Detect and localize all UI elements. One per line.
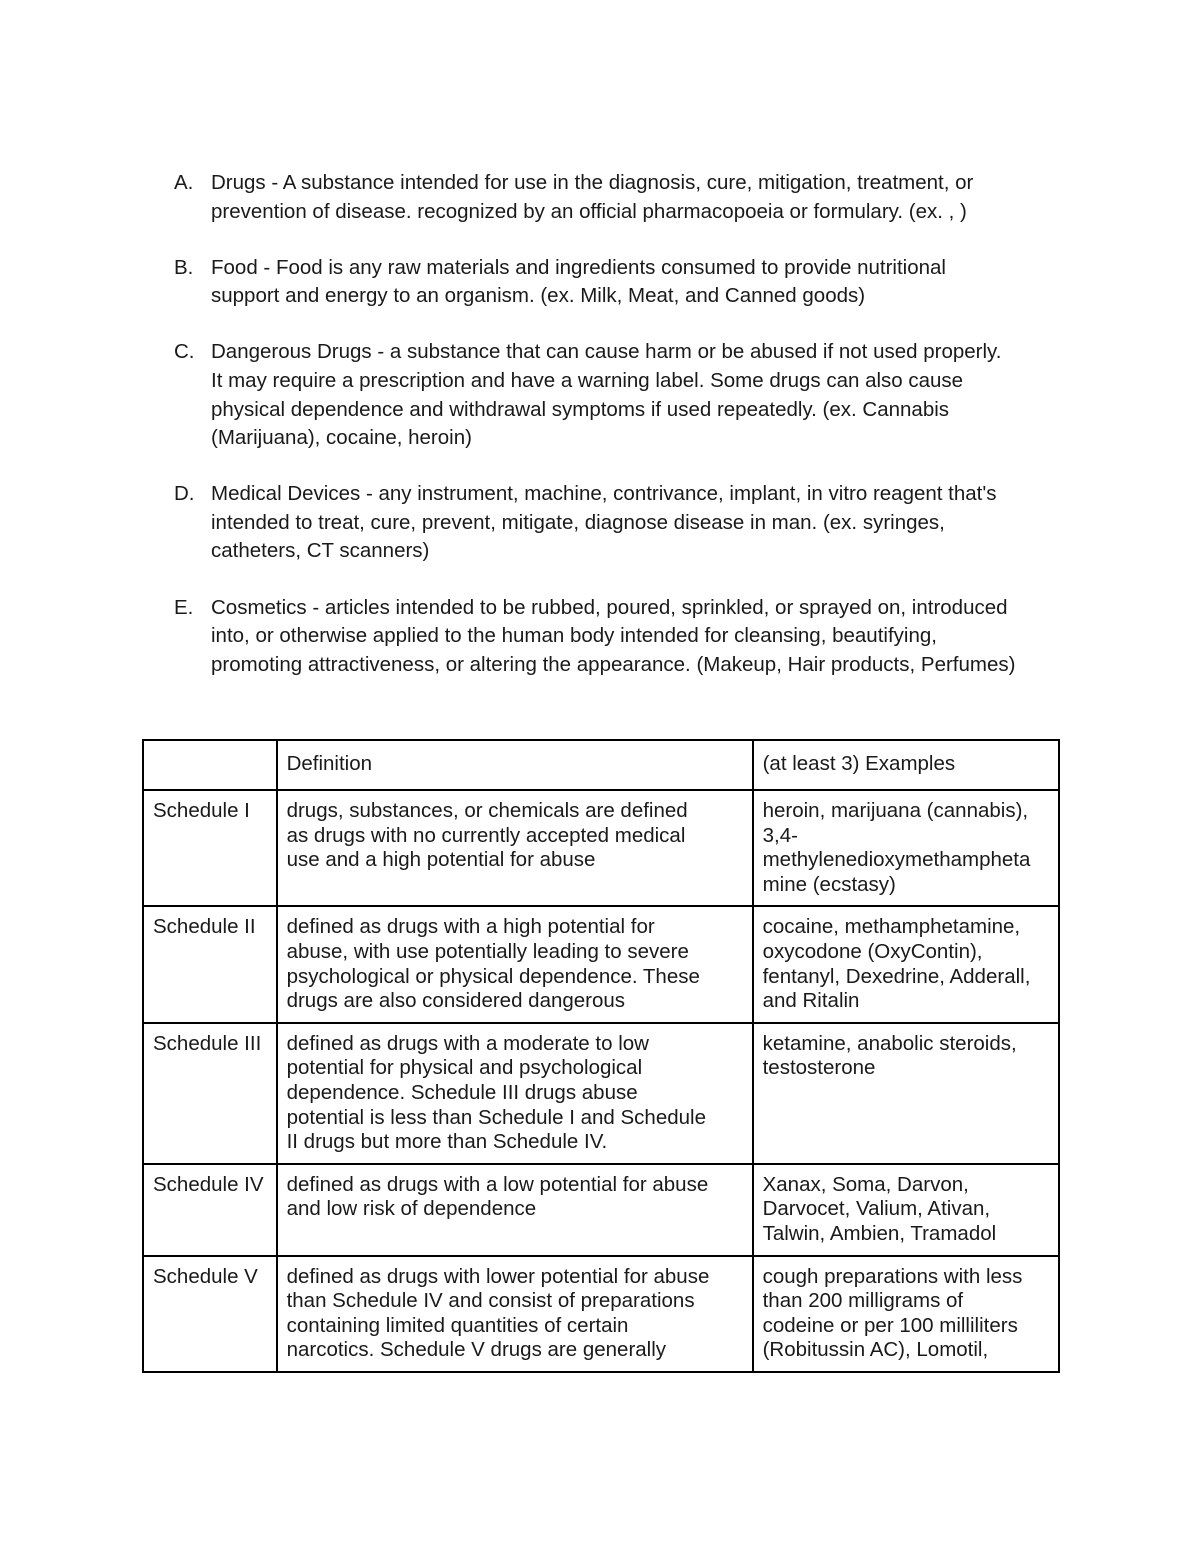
table-row-schedule-2 [143, 906, 1059, 1022]
examples-text: cough preparations with less than 200 milligrams of codeine or per 100 milliliters (Robitussin AC), Lomotil, [762, 1264, 1023, 1362]
examples-text: heroin, marijuana (cannabis), 3,4- methylenedioxymethampheta mine (ecstasy) [762, 799, 1031, 896]
schedule-cell [143, 906, 277, 1022]
list-marker: E. [174, 595, 194, 619]
examples-cell [753, 1256, 1059, 1372]
schedule-cell [143, 1164, 277, 1256]
definition-text: defined as drugs with a low potential for abuse and low risk of dependence [286, 1172, 709, 1221]
examples-cell [753, 1164, 1059, 1256]
list-marker: D. [174, 482, 195, 506]
definition-text: Medical Devices - any instrument, machine, contrivance, implant, in vitro reagent that's intended to treat, cure, prevent, mitigate, diagnose disease in man. (ex. syringes, catheters, CT scanners) [211, 482, 997, 563]
definition-item-dangerous-drugs [174, 338, 1074, 452]
definition-item-medical-devices [174, 480, 1074, 566]
table-row-schedule-1 [143, 790, 1059, 906]
definition-cell [277, 790, 753, 906]
definition-item-cosmetics [174, 594, 1074, 680]
definitions-list [174, 169, 1074, 707]
definition-cell [277, 906, 753, 1022]
definition-cell [277, 1164, 753, 1256]
schedule-label: Schedule I [153, 799, 250, 822]
examples-cell [753, 1023, 1059, 1164]
examples-text: Xanax, Soma, Darvon, Darvocet, Valium, Ativan, Talwin, Ambien, Tramadol [762, 1172, 997, 1245]
schedule-label: Schedule V [153, 1264, 258, 1288]
definition-text: Drugs - A substance intended for use in the diagnosis, cure, mitigation, treatment, or prevention of disease. recognized by an official pharmacopoeia or formulary. (ex. , ) [211, 171, 974, 223]
schedule-cell [143, 1023, 277, 1164]
schedule-cell [143, 790, 277, 906]
schedule-cell [143, 1256, 277, 1372]
examples-text: ketamine, anabolic steroids, testosterone [762, 1031, 1017, 1080]
table-row-schedule-3 [143, 1023, 1059, 1164]
definition-text: Food - Food is any raw materials and ingredients consumed to provide nutritional support and energy to an organism. (ex. Milk, Meat, and Canned goods) [211, 255, 946, 308]
definition-cell [277, 1256, 753, 1372]
schedule-label: Schedule IV [153, 1172, 264, 1196]
list-marker: C. [174, 340, 195, 364]
definition-item-food [174, 254, 1074, 311]
definition-text: defined as drugs with a moderate to low potential for physical and psychological dependence. Schedule III drugs abuse potential is less than Schedule I and Schedule II drugs but more than Schedule IV. [286, 1031, 706, 1154]
drug-schedule-table [142, 739, 1060, 1373]
schedule-label: Schedule III [153, 1031, 262, 1055]
definition-item-drugs [174, 169, 1074, 226]
table-header-row [143, 740, 1059, 790]
examples-text: cocaine, methamphetamine, oxycodone (OxyContin), fentanyl, Dexedrine, Adderall, and Ritalin [762, 915, 1031, 1013]
header-cell-empty [143, 740, 277, 790]
header-cell-definition: Definition [277, 740, 753, 790]
schedule-label: Schedule II [153, 915, 256, 939]
definition-text: drugs, substances, or chemicals are defined as drugs with no currently accepted medical use and a high potential for abuse [286, 799, 688, 872]
table-row-schedule-5 [143, 1256, 1059, 1372]
definition-text: defined as drugs with lower potential for abuse than Schedule IV and consist of preparations containing limited quantities of certain narcotics. Schedule V drugs are generally [286, 1264, 710, 1362]
definition-cell [277, 1023, 753, 1164]
definition-text: defined as drugs with a high potential for abuse, with use potentially leading to severe psychological or physical dependence. These drugs are also considered dangerous [286, 915, 700, 1013]
list-marker: A. [174, 171, 194, 194]
examples-cell [753, 790, 1059, 906]
definition-text: Cosmetics - articles intended to be rubbed, poured, sprinkled, or sprayed on, introduced into, or otherwise applied to the human body intended for cleansing, beautifying, promoting attractiveness, or altering the appearance. (Makeup, Hair products, Perfumes) [211, 595, 1016, 676]
table-row-schedule-4 [143, 1164, 1059, 1256]
header-cell-examples: (at least 3) Examples [753, 740, 1059, 790]
definition-text: Dangerous Drugs - a substance that can cause harm or be abused if not used properly. It may require a prescription and have a warning label. Some drugs can also cause physical dependence and withdrawal symptoms if used repeatedly. (ex. Cannabis (Marijuana), cocaine, heroin) [211, 340, 1002, 450]
examples-cell [753, 906, 1059, 1022]
list-marker: B. [174, 255, 194, 279]
